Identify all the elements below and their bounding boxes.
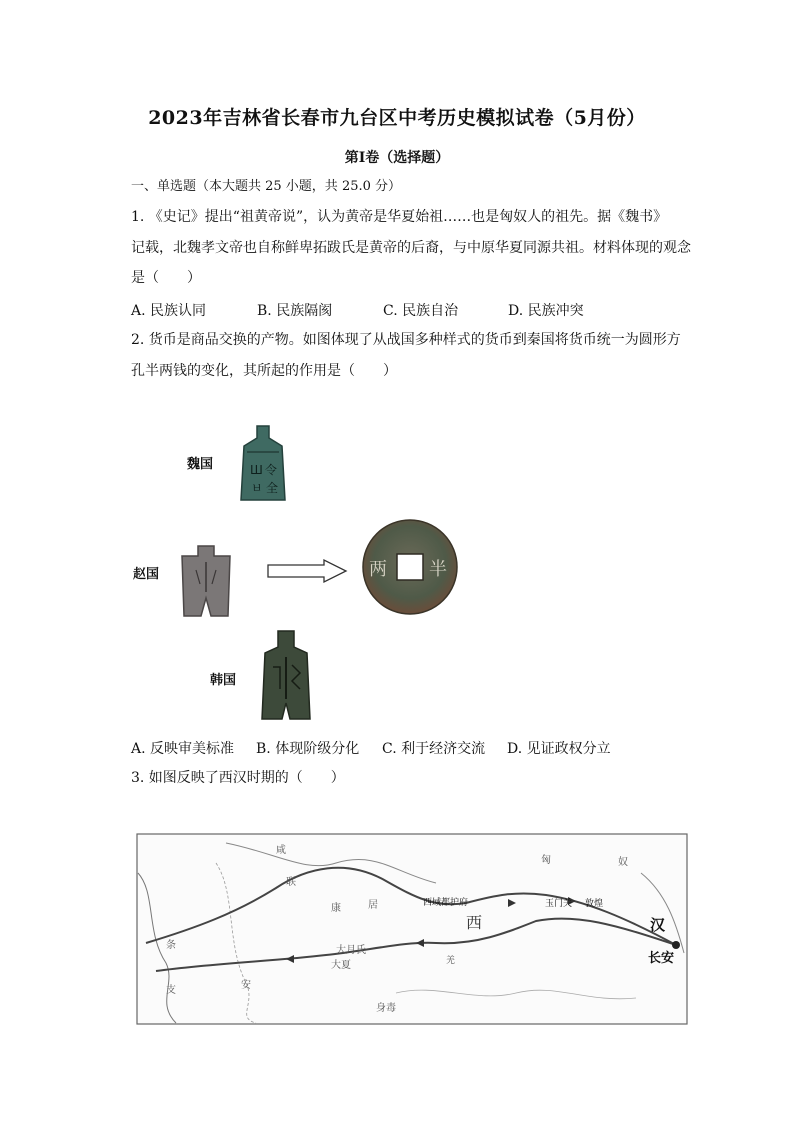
silk-road-map-image xyxy=(136,833,688,1025)
q1-text-line-3: 是（ ） xyxy=(131,270,201,286)
map-label-changan: 长安 xyxy=(648,951,675,966)
svg-text:居: 居 xyxy=(368,900,378,911)
han-spade-coin-image xyxy=(258,629,314,721)
label-han: 韩国 xyxy=(210,673,237,688)
svg-text:条: 条 xyxy=(166,940,176,951)
q1-option-d: D. 民族冲突 xyxy=(508,303,584,319)
map-label-han: 汉 xyxy=(650,916,666,934)
q1-text-line-2: 记载，北魏孝文帝也自称鲜卑拓跋氏是黄帝的后裔，与中原华夏同源共祖。材料体现的观念 xyxy=(131,240,691,256)
svg-text:身毒: 身毒 xyxy=(376,1003,396,1014)
svg-text:羌: 羌 xyxy=(446,956,456,966)
q1-option-a: A. 民族认同 xyxy=(131,303,207,319)
q2-option-c: C. 利于经济交流 xyxy=(382,741,486,757)
svg-text:全: 全 xyxy=(266,481,279,495)
map-label-dunhuang: 敦煌 xyxy=(585,899,604,909)
q1-option-c: C. 民族自治 xyxy=(383,303,459,319)
exam-part-title: 第I卷（选择题） xyxy=(344,150,450,166)
map-label-yumen: 玉门关 xyxy=(545,899,573,909)
label-wei: 魏国 xyxy=(187,457,214,472)
svg-text:匈: 匈 xyxy=(541,855,551,866)
zhao-spade-coin-image xyxy=(178,544,234,618)
q2-text-line-2: 孔半两钱的变化，其所起的作用是（ ） xyxy=(131,363,397,379)
exam-title: 2023年吉林省长春市九台区中考历史模拟试卷（5月份） xyxy=(148,107,646,129)
svg-text:半: 半 xyxy=(429,559,447,580)
svg-text:西: 西 xyxy=(466,913,483,932)
q2-text-line-1: 2. 货币是商品交换的产物。如图体现了从战国多种样式的货币到秦国将货币统一为圆形方 xyxy=(131,332,681,348)
svg-text:两: 两 xyxy=(369,559,387,580)
svg-text:Ш: Ш xyxy=(250,463,263,477)
q1-option-b: B. 民族隔阂 xyxy=(257,303,333,319)
svg-text:联: 联 xyxy=(286,877,296,888)
svg-text:大月氏: 大月氏 xyxy=(336,945,366,956)
q3-text-line-1: 3. 如图反映了西汉时期的（ ） xyxy=(131,770,345,786)
qin-banliang-coin-image xyxy=(360,517,460,617)
q2-option-a: A. 反映审美标准 xyxy=(131,741,235,757)
svg-text:令: 令 xyxy=(265,463,278,477)
svg-text:支: 支 xyxy=(166,985,176,996)
section-heading: 一、单选题（本大题共 25 小题，共 25.0 分） xyxy=(131,179,402,194)
q1-text-line-1: 1. 《史记》提出“祖黄帝说”，认为黄帝是华夏始祖……也是匈奴人的祖先。据《魏书》 xyxy=(131,209,668,225)
wei-spade-coin-image xyxy=(238,424,288,504)
svg-text:咸: 咸 xyxy=(276,845,286,856)
svg-text:奴: 奴 xyxy=(618,857,628,868)
map-label-xiyu: 西域都护府 xyxy=(423,898,469,908)
svg-text:安: 安 xyxy=(241,980,251,991)
arrow-icon xyxy=(266,558,348,584)
svg-text:康: 康 xyxy=(331,903,341,914)
q2-option-b: B. 体现阶级分化 xyxy=(256,741,360,757)
label-zhao: 赵国 xyxy=(133,567,160,582)
svg-text:ㅂ: ㅂ xyxy=(251,481,263,495)
q2-option-d: D. 见证政权分立 xyxy=(507,741,611,757)
svg-text:大夏: 大夏 xyxy=(331,960,351,971)
